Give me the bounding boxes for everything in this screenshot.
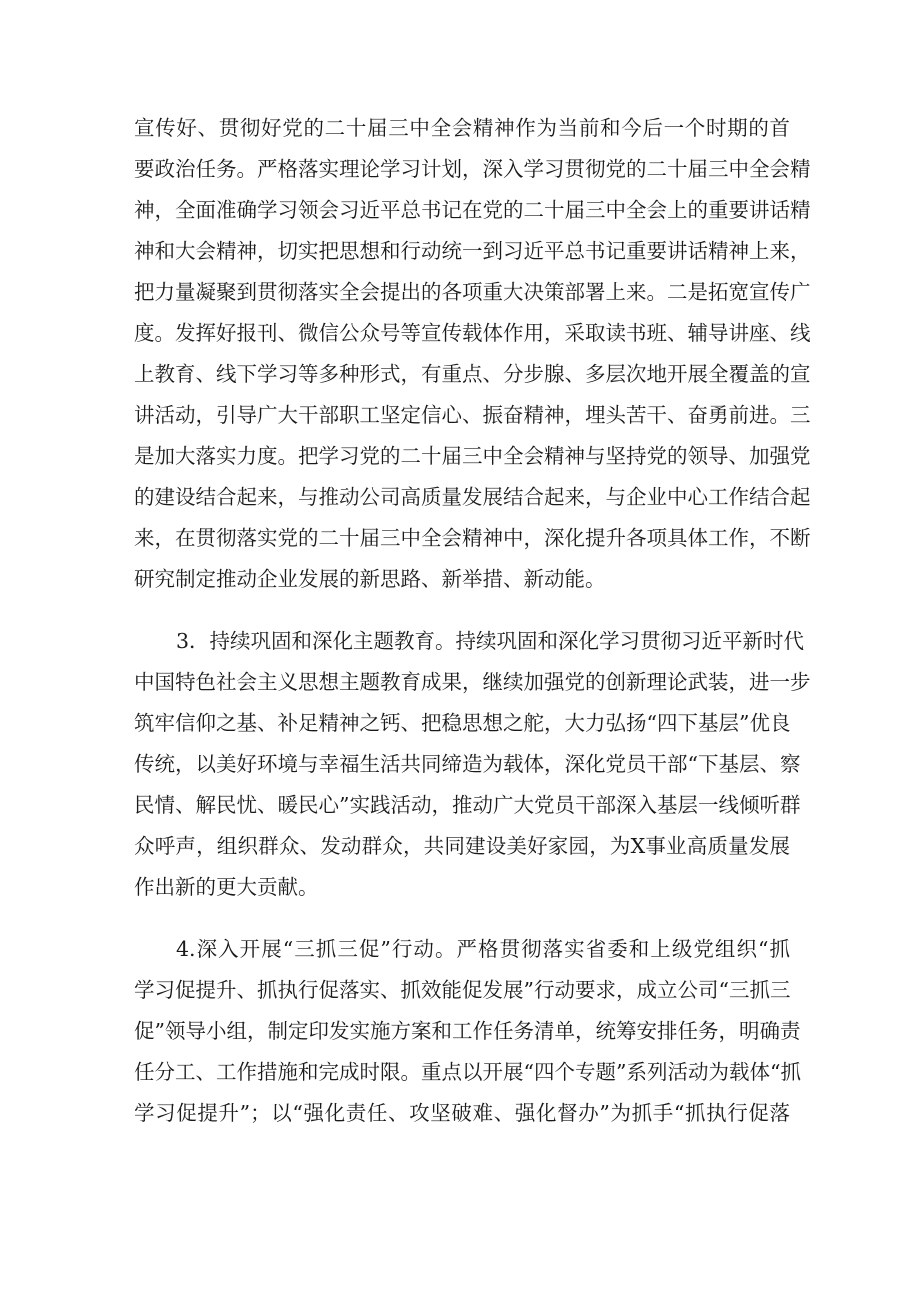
text-line: 民情、解民忧、暖民心”实践活动，推动广大党员干部深入基层一线倾听群 <box>134 793 801 817</box>
text-line: 的建设结合起来，与推动公司高质量发展结合起来，与企业中心工作结合起 <box>134 485 811 509</box>
paragraph-spacer <box>134 600 790 621</box>
text-line: 要政治任务。严格落实理论学习计划，深入学习贯彻党的二十届三中全会精 <box>134 157 811 181</box>
text-line: 作出新的更大贡献。 <box>134 875 319 899</box>
text-line: 筑牢信仰之基、补足精神之钙、把稳思想之舵，大力弘扬“四下基层”优良 <box>134 711 791 735</box>
text-line: 神，全面准确学习领会习近平总书记在党的二十届三中全会上的重要讲话精 <box>134 198 811 222</box>
text-line: 传统，以美好环境与幸福生活共同缔造为载体，深化党员干部“下基层、察 <box>134 752 801 776</box>
text-line: 上教育、线下学习等多种形式，有重点、分步腺、多层次地开展全覆盖的宣 <box>134 362 811 386</box>
text-line: 研究制定推动企业发展的新思路、新举措、新动能。 <box>134 567 606 591</box>
text-line: 学习促提升”；以“强化责任、攻坚破难、强化督办”为抓手“抓执行促落 <box>134 1101 790 1125</box>
text-line: 是加大落实力度。把学习党的二十届三中全会精神与坚持党的领导、加强党 <box>134 444 811 468</box>
text-line: 4.深入开展“三抓三促”行动。严格贯彻落实省委和上级党组织“抓 <box>176 937 790 961</box>
paragraph-1 <box>134 108 811 600</box>
paragraph-2 <box>134 621 811 908</box>
text-line: 促”领导小组，制定印发实施方案和工作任务清单，统筹安排任务，明确责 <box>134 1019 801 1043</box>
text-line: 把力量凝聚到贯彻落实全会提出的各项重大决策部署上来。二是拓宽宣传广 <box>134 280 811 304</box>
text-line: 任分工、工作措施和完成时限。重点以开展“四个专题”系列活动为载体“抓 <box>134 1060 801 1084</box>
text-line: 讲活动，引导广大干部职工坚定信心、振奋精神，埋头苦干、奋勇前进。三 <box>134 403 811 427</box>
text-line: 学习促提升、抓执行促落实、抓效能促发展”行动要求，成立公司“三抓三 <box>134 978 791 1002</box>
text-line: 神和大会精神，切实把思想和行动统一到习近平总书记重要讲话精神上来， <box>134 239 811 263</box>
text-line: 中国特色社会主义思想主题教育成果，继续加强党的创新理论武装，进一步 <box>134 670 811 694</box>
text-line: 来，在贯彻落实党的二十届三中全会精神中，深化提升各项具体工作，不断 <box>134 526 811 550</box>
paragraph-3 <box>134 929 801 1134</box>
document-body <box>134 108 811 1134</box>
text-line: 宣传好、贯彻好党的二十届三中全会精神作为当前和今后一个时期的首 <box>134 116 790 140</box>
paragraph-spacer <box>134 908 790 929</box>
text-line: 度。发挥好报刊、微信公众号等宣传载体作用，采取读书班、辅导讲座、线 <box>134 321 811 345</box>
text-line: 众呼声，组织群众、发动群众，共同建设美好家园，为X事业高质量发展 <box>134 834 790 858</box>
text-line: 3．持续巩固和深化主题教育。持续巩固和深化学习贯彻习近平新时代 <box>176 629 805 653</box>
